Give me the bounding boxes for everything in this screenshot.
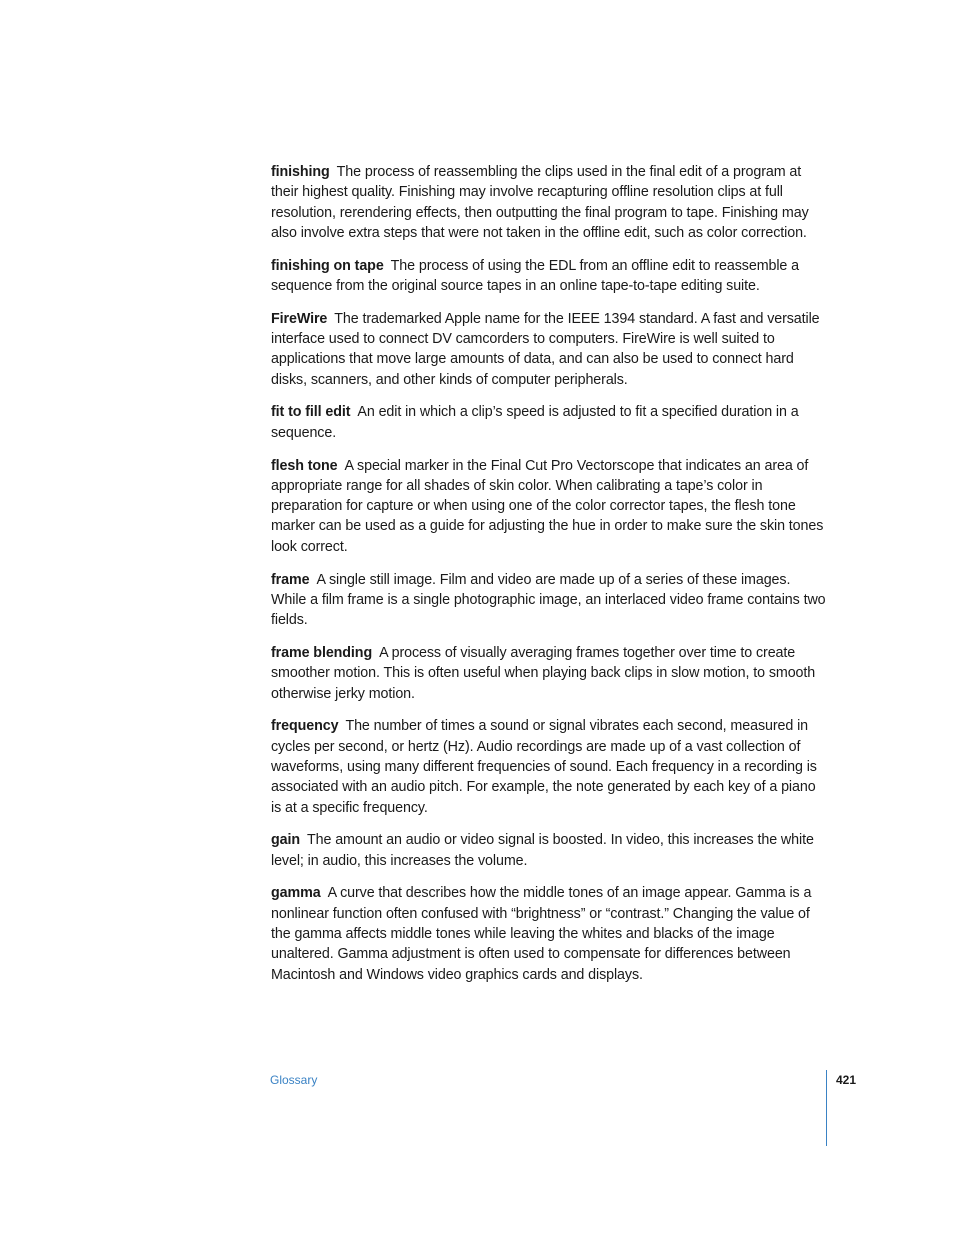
glossary-definition: A special marker in the Final Cut Pro Vectorscope that indicates an area of appropriate range for all shades of skin color. When calibrating a tape’s color in preparation for capture or when using one of the color corrector tapes, the flesh tone marker can be used as a guide for adjusting the hue in order to make sure the skin tones look correct. <box>271 457 824 555</box>
glossary-term: gain <box>271 832 300 849</box>
glossary-term: frame <box>271 571 310 588</box>
glossary-entry <box>271 716 827 817</box>
glossary-entry <box>271 162 827 243</box>
page-number: 421 <box>836 1073 857 1087</box>
glossary-term: flesh tone <box>271 457 338 474</box>
glossary-term: gamma <box>271 885 321 902</box>
glossary-term: finishing on tape <box>271 257 384 274</box>
glossary-term: frequency <box>271 718 339 735</box>
glossary-definition: The number of times a sound or signal vibrates each second, measured in cycles per second, or hertz (Hz). Audio recordings are made up of a vast collection of waveforms, using many different frequencies of sound. Each frequency in a recording is associated with an audio pitch. For example, the note generated by each key of a piano is at a specific frequency. <box>271 718 817 816</box>
glossary-entry <box>271 309 827 390</box>
glossary-definition: A process of visually averaging frames together over time to create smoother motion. This is often useful when playing back clips in slow motion, to smooth otherwise jerky motion. <box>271 644 816 702</box>
glossary-definition: An edit in which a clip’s speed is adjusted to fit a specified duration in a sequence. <box>271 404 799 441</box>
glossary-term: fit to fill edit <box>271 404 351 421</box>
glossary-term: frame blending <box>271 644 373 661</box>
glossary-definition: The amount an audio or video signal is boosted. In video, this increases the white level; in audio, this increases the volume. <box>271 832 814 869</box>
glossary-entry <box>271 456 827 557</box>
glossary-definition: A single still image. Film and video are made up of a series of these images. While a film frame is a single photographic image, an interlaced video frame contains two fields. <box>271 571 826 629</box>
glossary-entry <box>271 830 827 871</box>
footer-divider <box>826 1070 827 1146</box>
glossary-definition: The process of reassembling the clips used in the final edit of a program at their highest quality. Finishing may involve recapturing offline resolution clips at full resolution, rerendering effects, then outputting the final program to tape. Finishing may also involve extra steps that were not taken in the offline edit, such as color correction. <box>271 164 809 241</box>
glossary-entry <box>271 883 827 984</box>
glossary-term: FireWire <box>271 310 328 327</box>
glossary-definition: The trademarked Apple name for the IEEE 1394 standard. A fast and versatile interface used to connect DV camcorders to computers. FireWire is well suited to applications that move large amounts of data, and can also be used to connect hard disks, scanners, and other kinds of computer peripherals. <box>271 310 820 388</box>
glossary-definition: The process of using the EDL from an offline edit to reassemble a sequence from the original source tapes in an online tape-to-tape editing suite. <box>271 257 800 294</box>
glossary-entry <box>271 643 827 704</box>
glossary-definition: A curve that describes how the middle tones of an image appear. Gamma is a nonlinear function often confused with “brightness” or “contrast.” Changing the value of the gamma affects middle tones while leaving the whites and blacks of the image unaltered. Gamma adjustment is often used to compensate for differences between Macintosh and Windows video graphics cards and displays. <box>271 885 812 983</box>
footer-section-label: Glossary <box>270 1073 318 1087</box>
glossary-entry <box>271 256 827 297</box>
glossary-term: finishing <box>271 164 330 180</box>
glossary-content <box>271 162 827 997</box>
glossary-entry <box>271 402 827 443</box>
glossary-entry <box>271 570 827 631</box>
